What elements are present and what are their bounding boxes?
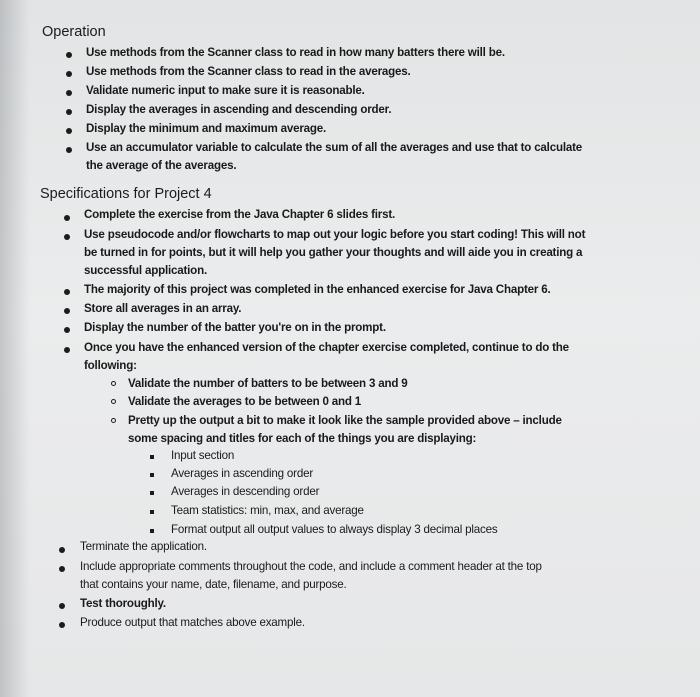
bullet-icon	[64, 347, 70, 353]
specs-item-text-continued: be turned in for points, but it will help you gather your thoughts and will aide you in creating a	[84, 246, 583, 259]
specs-item-text: The majority of this project was completed in the enhanced exercise for Java Chapter 6.	[84, 283, 551, 296]
square-bullet-icon	[150, 455, 154, 459]
specs-item-text-continued: following:	[84, 359, 137, 372]
specs-sub-sub-item-text: Format output all output values to always display 3 decimal places	[171, 523, 498, 536]
square-bullet-icon	[150, 491, 154, 495]
circle-bullet-icon	[111, 381, 116, 386]
specs-item-text: Use pseudocode and/or flowcharts to map out your logic before you start coding! This will not	[84, 228, 586, 241]
specs-final-item-text: Produce output that matches above example.	[80, 616, 305, 629]
bullet-icon	[59, 622, 65, 628]
bullet-icon	[64, 215, 70, 221]
operation-item-text: Validate numeric input to make sure it is reasonable.	[86, 84, 365, 97]
bullet-icon	[64, 289, 70, 295]
specs-sub-sub-item-text: Averages in descending order	[171, 485, 320, 498]
specs-item-text: Once you have the enhanced version of the chapter exercise completed, continue to do the	[84, 341, 569, 354]
specs-heading: Specifications for Project 4	[40, 186, 212, 202]
specs-item-text: Complete the exercise from the Java Chapter 6 slides first.	[84, 208, 396, 221]
specs-sub-sub-item-text: Averages in ascending order	[171, 467, 313, 480]
circle-bullet-icon	[111, 399, 116, 404]
specs-sub-item-text: Validate the number of batters to be between 3 and 9	[128, 377, 408, 390]
specs-sub-item-text: Pretty up the output a bit to make it look like the sample provided above – include	[128, 414, 562, 427]
bullet-icon	[66, 71, 72, 77]
operation-item-text: Use methods from the Scanner class to read in how many batters there will be.	[86, 46, 505, 59]
square-bullet-icon	[150, 529, 154, 533]
bullet-icon	[59, 547, 65, 553]
specs-sub-item-text-continued: some spacing and titles for each of the things you are displaying:	[128, 432, 477, 445]
bullet-icon	[66, 128, 72, 134]
bullet-icon	[59, 566, 65, 572]
bullet-icon	[59, 603, 65, 609]
specs-sub-sub-item-text: Team statistics: min, max, and average	[171, 504, 364, 517]
operation-item-text: Use an accumulator variable to calculate the sum of all the averages and use that to calculate	[86, 141, 583, 154]
specs-sub-item-text: Validate the averages to be between 0 and 1	[128, 395, 362, 408]
bullet-icon	[66, 52, 72, 58]
specs-item-text: Store all averages in an array.	[84, 302, 242, 315]
square-bullet-icon	[150, 473, 154, 477]
bullet-icon	[66, 109, 72, 115]
specs-final-item-text: Terminate the application.	[80, 540, 207, 553]
specs-final-item-text: Test thoroughly.	[80, 597, 166, 610]
bullet-icon	[64, 308, 70, 314]
bullet-icon	[66, 147, 72, 153]
operation-item-text: Display the averages in ascending and descending order.	[86, 103, 392, 116]
circle-bullet-icon	[111, 418, 116, 423]
page-shadow	[0, 0, 30, 697]
bullet-icon	[64, 327, 70, 333]
bullet-icon	[64, 234, 70, 240]
specs-final-item-text-continued: that contains your name, date, filename, and purpose.	[80, 578, 347, 591]
specs-final-item-text: Include appropriate comments throughout the code, and include a comment header at the top	[80, 560, 542, 573]
specs-item-text: Display the number of the batter you're on in the prompt.	[84, 321, 386, 334]
square-bullet-icon	[150, 510, 154, 514]
operation-heading: Operation	[42, 24, 106, 40]
operation-item-text: Display the minimum and maximum average.	[86, 122, 327, 135]
specs-sub-sub-item-text: Input section	[171, 449, 235, 462]
bullet-icon	[66, 90, 72, 96]
specs-item-text-continued: successful application.	[84, 264, 207, 277]
operation-item-text: Use methods from the Scanner class to read in the averages.	[86, 65, 411, 78]
operation-item-text-continued: the average of the averages.	[86, 159, 237, 172]
